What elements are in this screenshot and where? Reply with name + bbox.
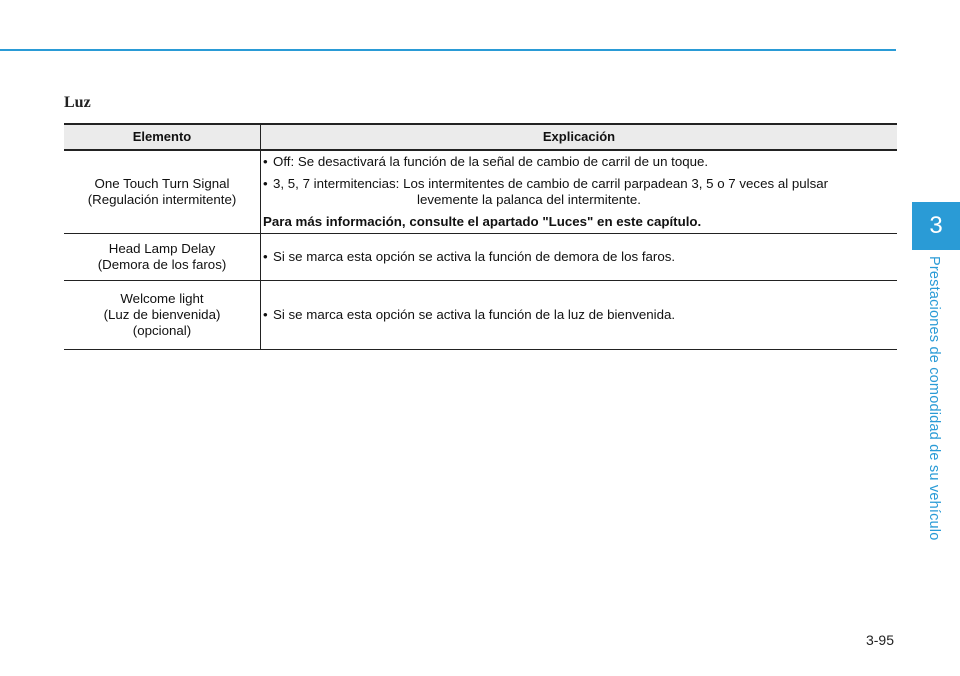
- bullet-continuation: levemente la palanca del intermitente.: [417, 192, 641, 207]
- table-row: [64, 234, 897, 281]
- explanation-cell: [261, 234, 898, 281]
- table-row: [64, 150, 897, 234]
- column-header-explicacion: Explicación: [261, 124, 898, 150]
- bullet-text: 3, 5, 7 intermitencias: Los intermitentes de cambio de carril parpadean 3, 5 o 7 veces al pulsar: [273, 176, 829, 191]
- element-optional-tag: (opcional): [132, 323, 192, 338]
- reference-note: Para más información, consulte el apartado "Luces" en este capítulo.: [263, 214, 702, 229]
- bullet-text: Si se marca esta opción se activa la función de la luz de bienvenida.: [273, 307, 676, 322]
- element-subtitle: (Luz de bienvenida): [103, 307, 221, 322]
- element-cell: [64, 150, 261, 234]
- element-subtitle: (Demora de los faros): [97, 257, 227, 272]
- bullet-text: Si se marca esta opción se activa la función de demora de los faros.: [273, 249, 676, 264]
- chapter-number-tab: 3: [912, 202, 960, 250]
- element-name: Head Lamp Delay: [108, 241, 216, 256]
- element-name: One Touch Turn Signal: [94, 176, 230, 191]
- element-name: Welcome light: [120, 291, 204, 306]
- bullet-item: [263, 154, 894, 170]
- bullet-item: [263, 249, 894, 265]
- table-row: [64, 281, 897, 350]
- bullet-text: Off: Se desactivará la función de la señal de cambio de carril de un toque.: [273, 154, 709, 169]
- column-header-elemento: Elemento: [64, 124, 261, 150]
- chapter-title-vertical: Prestaciones de comodidad de su vehículo: [926, 256, 942, 541]
- table-header-row: [64, 124, 897, 150]
- page-number: 3-95: [865, 632, 894, 648]
- bullet-item: [263, 307, 894, 323]
- explanation-cell: [261, 281, 898, 350]
- settings-table: [64, 123, 897, 350]
- top-rule: [0, 49, 896, 51]
- element-cell: [64, 234, 261, 281]
- bullet-item: [263, 176, 894, 208]
- element-cell: [64, 281, 261, 350]
- section-title: Luz: [64, 94, 91, 111]
- explanation-cell: [261, 150, 898, 234]
- element-subtitle: (Regulación intermitente): [87, 192, 237, 207]
